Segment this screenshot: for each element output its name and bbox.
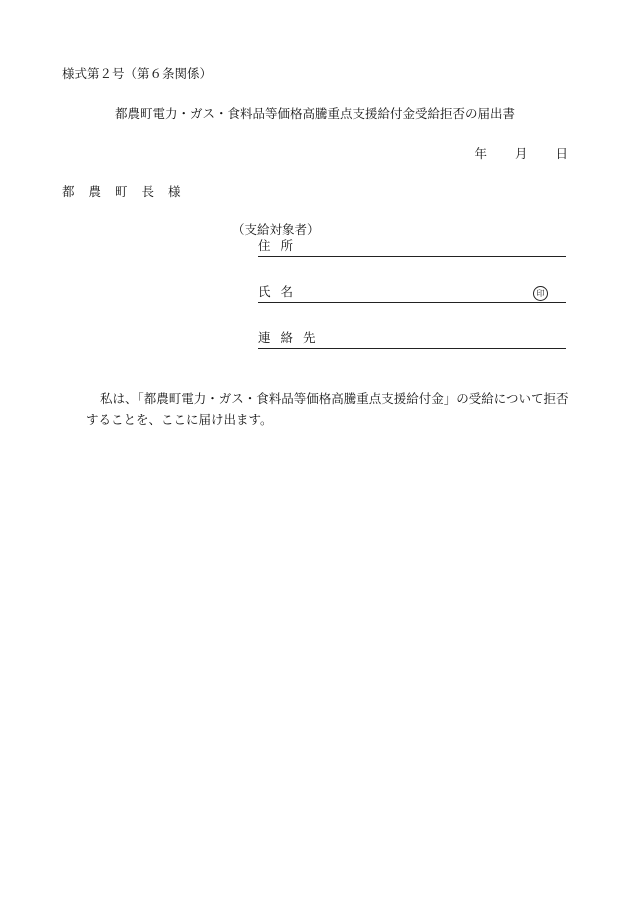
declaration-text: 私は、「都農町電力・ガス・食料品等価格高騰重点支援給付金」の受給について拒否することを、ここに届け出ます。 [86, 391, 569, 427]
date-day-unit: 日 [555, 146, 568, 161]
name-label: 氏名 [258, 284, 304, 299]
document-title: 都農町電力・ガス・食料品等価格高騰重点支援給付金受給拒否の届出書 [114, 106, 515, 121]
addressee: 都農町長様 [62, 184, 195, 199]
contact-field[interactable] [258, 330, 566, 349]
name-field[interactable] [258, 284, 566, 303]
seal-mark: 印 [533, 286, 548, 301]
address-field[interactable] [258, 238, 566, 257]
recipient-heading: （支給対象者） [232, 222, 320, 237]
form-number-label: 様式第２号（第６条関係） [62, 66, 213, 81]
address-label: 住所 [258, 238, 304, 253]
date-year-unit: 年 [474, 146, 487, 161]
contact-label: 連絡先 [258, 330, 326, 345]
date-line [474, 144, 568, 162]
date-month-unit: 月 [514, 146, 528, 161]
